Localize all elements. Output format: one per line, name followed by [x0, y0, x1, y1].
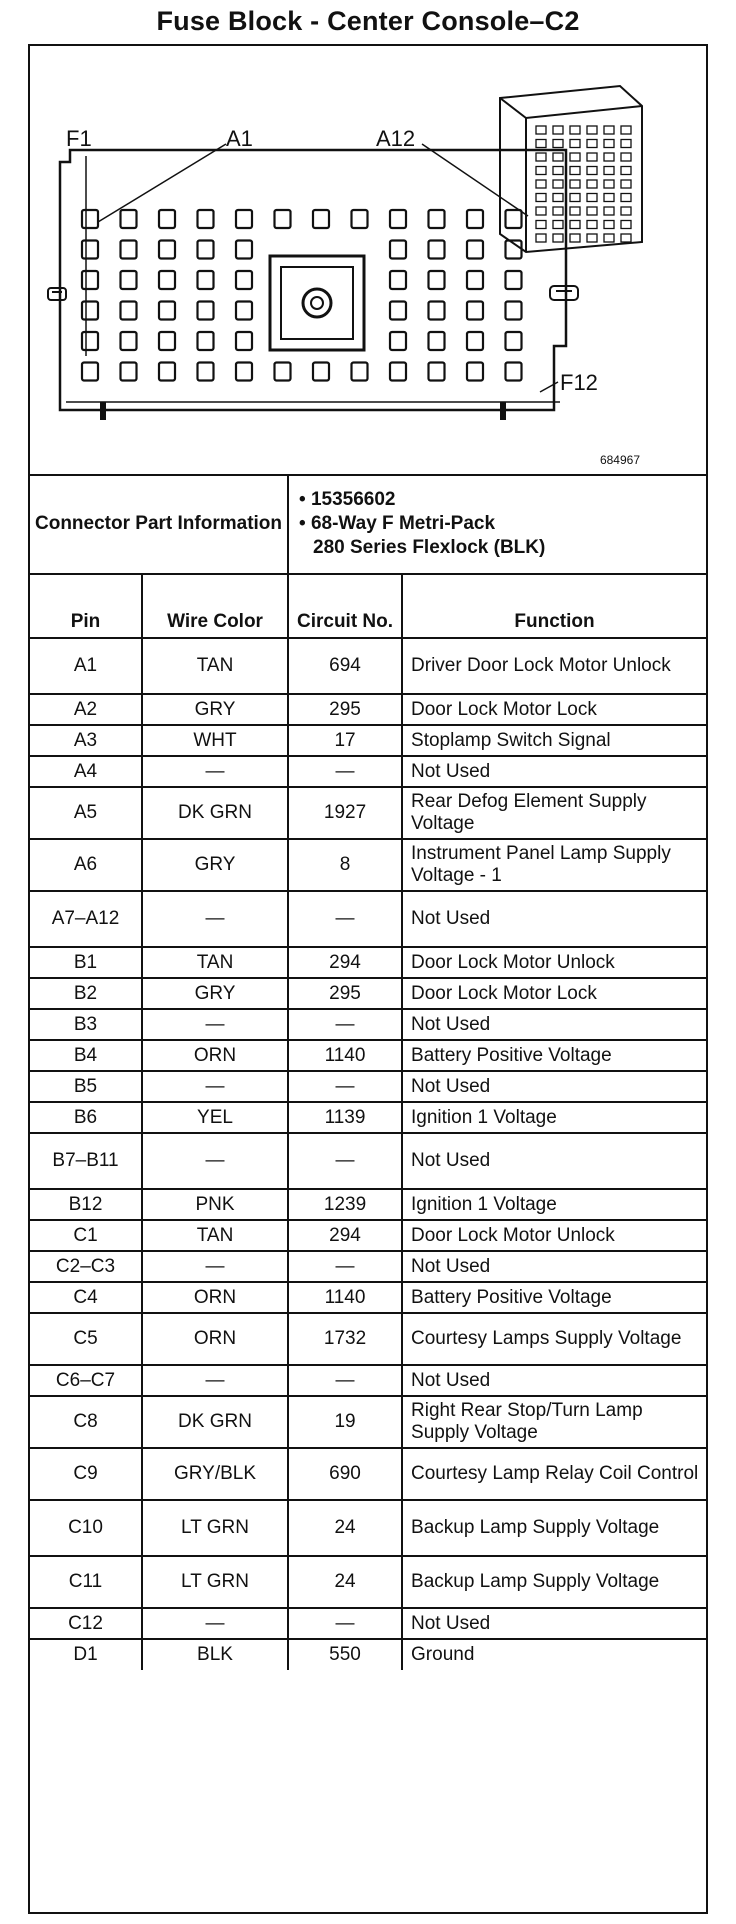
function-cell: Instrument Panel Lamp Supply Voltage - 1	[402, 839, 706, 891]
function-cell: Stoplamp Switch Signal	[402, 725, 706, 756]
pin-cell: B1	[30, 947, 142, 978]
pin-cell: B2	[30, 978, 142, 1009]
table-header-row	[30, 574, 706, 638]
perspective-cavity	[604, 167, 614, 175]
label-a1: A1	[226, 126, 253, 151]
perspective-cavity	[536, 207, 546, 215]
table-row	[30, 1071, 706, 1102]
pin-cavity	[159, 271, 175, 289]
connector-info-row	[30, 474, 706, 574]
circuit-no-cell: —	[288, 756, 402, 787]
wire-color-cell: ORN	[142, 1282, 288, 1313]
circuit-no-cell: 17	[288, 725, 402, 756]
circuit-no-cell: 295	[288, 978, 402, 1009]
pin-cavity	[467, 302, 483, 320]
circuit-no-cell: 294	[288, 947, 402, 978]
perspective-cavity	[587, 234, 597, 242]
perspective-cavity	[570, 221, 580, 229]
header-wire-color: Wire Color	[142, 574, 288, 638]
perspective-cavity	[587, 126, 597, 134]
perspective-cavity	[536, 140, 546, 148]
pin-cavity	[236, 332, 252, 350]
circuit-no-cell: —	[288, 891, 402, 947]
perspective-cavity	[604, 140, 614, 148]
left-latch	[48, 288, 66, 300]
pin-cavity	[198, 332, 214, 350]
pin-cavity	[121, 363, 137, 381]
pin-cavity	[236, 210, 252, 228]
header-pin: Pin	[30, 574, 142, 638]
pin-cavity	[390, 363, 406, 381]
function-cell: Ignition 1 Voltage	[402, 1189, 706, 1220]
circuit-no-cell: 550	[288, 1639, 402, 1670]
page-title: Fuse Block - Center Console–C2	[156, 6, 580, 36]
circuit-no-cell: 694	[288, 638, 402, 694]
pin-cavity	[506, 332, 522, 350]
perspective-cavity	[536, 180, 546, 188]
perspective-cavity	[621, 221, 631, 229]
pin-cavity	[159, 363, 175, 381]
pin-cavity	[275, 363, 291, 381]
wire-color-cell: BLK	[142, 1639, 288, 1670]
wire-color-cell: —	[142, 1071, 288, 1102]
perspective-cavity	[604, 221, 614, 229]
wire-color-cell: ORN	[142, 1313, 288, 1365]
function-cell: Door Lock Motor Lock	[402, 978, 706, 1009]
perspective-cavity	[587, 153, 597, 161]
pin-cell: B3	[30, 1009, 142, 1040]
wire-color-cell: TAN	[142, 638, 288, 694]
pin-cavity	[352, 210, 368, 228]
pin-cavity	[429, 210, 445, 228]
pin-cell: A7–A12	[30, 891, 142, 947]
wire-color-cell: —	[142, 1365, 288, 1396]
function-cell: Backup Lamp Supply Voltage	[402, 1500, 706, 1556]
function-cell: Backup Lamp Supply Voltage	[402, 1556, 706, 1608]
pin-cell: B6	[30, 1102, 142, 1133]
table-row	[30, 978, 706, 1009]
table-row	[30, 1639, 706, 1670]
perspective-cavity	[604, 194, 614, 202]
circuit-no-cell: 1139	[288, 1102, 402, 1133]
pin-cell: A2	[30, 694, 142, 725]
pin-cavity	[390, 271, 406, 289]
perspective-cavity	[536, 167, 546, 175]
pin-cavity	[82, 363, 98, 381]
circuit-no-cell: 690	[288, 1448, 402, 1500]
pin-cell: C9	[30, 1448, 142, 1500]
pin-cavity	[429, 363, 445, 381]
circuit-no-cell: 24	[288, 1556, 402, 1608]
table-row	[30, 1396, 706, 1448]
circuit-no-cell: 294	[288, 1220, 402, 1251]
pin-cell: B12	[30, 1189, 142, 1220]
function-cell: Not Used	[402, 891, 706, 947]
pin-cavity	[198, 302, 214, 320]
pin-cavity	[82, 302, 98, 320]
wire-color-cell: DK GRN	[142, 1396, 288, 1448]
table-row	[30, 947, 706, 978]
document-frame	[28, 44, 708, 1914]
table-row	[30, 694, 706, 725]
function-cell: Door Lock Motor Unlock	[402, 1220, 706, 1251]
perspective-cavity	[587, 194, 597, 202]
table-row	[30, 1365, 706, 1396]
pin-cavity	[506, 271, 522, 289]
perspective-cavity	[621, 126, 631, 134]
wire-color-cell: —	[142, 756, 288, 787]
perspective-cavity	[570, 140, 580, 148]
table-row	[30, 1608, 706, 1639]
function-cell: Not Used	[402, 1608, 706, 1639]
function-cell: Courtesy Lamp Relay Coil Control	[402, 1448, 706, 1500]
wire-color-cell: GRY/BLK	[142, 1448, 288, 1500]
perspective-cavity	[587, 207, 597, 215]
circuit-no-cell: 24	[288, 1500, 402, 1556]
perspective-cavity	[570, 194, 580, 202]
function-cell: Not Used	[402, 1009, 706, 1040]
pin-cell: B4	[30, 1040, 142, 1071]
pin-cavity	[429, 271, 445, 289]
function-cell: Not Used	[402, 1365, 706, 1396]
perspective-cavity	[604, 180, 614, 188]
wire-color-cell: TAN	[142, 1220, 288, 1251]
wire-color-cell: TAN	[142, 947, 288, 978]
pin-cavity	[121, 271, 137, 289]
table-row	[30, 1040, 706, 1071]
wire-color-cell: —	[142, 1133, 288, 1189]
table-row	[30, 1102, 706, 1133]
perspective-cavity	[553, 167, 563, 175]
pin-cavity	[159, 241, 175, 259]
perspective-cavity	[570, 153, 580, 161]
pin-cell: C8	[30, 1396, 142, 1448]
circuit-no-cell: 1140	[288, 1040, 402, 1071]
table-row	[30, 891, 706, 947]
perspective-cavity	[553, 140, 563, 148]
pin-cavity	[236, 241, 252, 259]
pin-cell: A1	[30, 638, 142, 694]
pin-cell: C10	[30, 1500, 142, 1556]
table-row	[30, 1448, 706, 1500]
pin-cavity	[82, 271, 98, 289]
connector-info-items	[288, 474, 706, 574]
pin-cell: C12	[30, 1608, 142, 1639]
table-row	[30, 756, 706, 787]
pin-cavity	[121, 302, 137, 320]
perspective-cavity	[553, 234, 563, 242]
function-cell: Not Used	[402, 756, 706, 787]
table-row	[30, 725, 706, 756]
perspective-cavity	[536, 221, 546, 229]
pin-cavity	[467, 210, 483, 228]
pin-cavity	[121, 332, 137, 350]
perspective-cavity	[604, 234, 614, 242]
pin-cavity	[82, 241, 98, 259]
perspective-cavity	[621, 234, 631, 242]
connector-face-drawing	[30, 46, 706, 474]
wire-color-cell: —	[142, 1608, 288, 1639]
pin-cavity	[390, 210, 406, 228]
pin-cavity	[352, 363, 368, 381]
header-circuit-no: Circuit No.	[288, 574, 402, 638]
wire-color-cell: WHT	[142, 725, 288, 756]
pin-cell: C2–C3	[30, 1251, 142, 1282]
pin-cavity	[506, 302, 522, 320]
perspective-cavity	[536, 153, 546, 161]
pin-cavity	[467, 332, 483, 350]
perspective-cavity	[553, 207, 563, 215]
figure-id: 684967	[599, 453, 640, 467]
pin-cavity	[236, 363, 252, 381]
perspective-cavity	[553, 153, 563, 161]
pin-cavity	[236, 302, 252, 320]
perspective-cavity	[621, 180, 631, 188]
wire-color-cell: —	[142, 891, 288, 947]
perspective-cavity	[553, 194, 563, 202]
table-row	[30, 638, 706, 694]
table-row	[30, 787, 706, 839]
connector-type: • 68-Way F Metri-Pack	[299, 512, 496, 534]
pin-cell: A5	[30, 787, 142, 839]
pin-cavity	[390, 332, 406, 350]
perspective-cavity	[570, 126, 580, 134]
pin-cavity	[429, 332, 445, 350]
table-row	[30, 1189, 706, 1220]
wire-color-cell: DK GRN	[142, 787, 288, 839]
function-cell: Not Used	[402, 1133, 706, 1189]
header-function: Function	[402, 574, 706, 638]
perspective-cavity	[621, 153, 631, 161]
pin-cavity	[390, 241, 406, 259]
pin-cavity	[429, 241, 445, 259]
pin-cell: C6–C7	[30, 1365, 142, 1396]
circuit-no-cell: —	[288, 1365, 402, 1396]
perspective-cavity	[570, 234, 580, 242]
table-row	[30, 1282, 706, 1313]
perspective-cavity	[553, 126, 563, 134]
leader-a12	[422, 144, 528, 216]
pin-cavity	[236, 271, 252, 289]
wire-color-cell: LT GRN	[142, 1556, 288, 1608]
circuit-no-cell: —	[288, 1608, 402, 1639]
circuit-no-cell: —	[288, 1009, 402, 1040]
circuit-no-cell: 1927	[288, 787, 402, 839]
circuit-no-cell: —	[288, 1133, 402, 1189]
connector-foot-left	[100, 402, 106, 420]
table-row	[30, 1220, 706, 1251]
perspective-cavity	[570, 207, 580, 215]
perspective-cavity	[536, 126, 546, 134]
pin-cell: C4	[30, 1282, 142, 1313]
perspective-cavity	[553, 180, 563, 188]
perspective-cavity	[604, 153, 614, 161]
perspective-cavity	[536, 234, 546, 242]
pin-cavity	[313, 210, 329, 228]
pin-cavity	[390, 302, 406, 320]
label-f12: F12	[560, 370, 598, 395]
label-a12: A12	[376, 126, 416, 151]
label-f1: F1	[66, 126, 92, 151]
function-cell: Rear Defog Element Supply Voltage	[402, 787, 706, 839]
pin-cavity	[121, 241, 137, 259]
pin-cavity	[506, 363, 522, 381]
function-cell: Battery Positive Voltage	[402, 1282, 706, 1313]
circuit-no-cell: 1732	[288, 1313, 402, 1365]
pin-cell: A3	[30, 725, 142, 756]
function-cell: Door Lock Motor Lock	[402, 694, 706, 725]
pin-cavity	[313, 363, 329, 381]
center-mounting-boss	[270, 256, 364, 350]
table-row	[30, 1556, 706, 1608]
pin-cavity	[467, 241, 483, 259]
table-row	[30, 839, 706, 891]
connector-part-number: • 15356602	[299, 488, 396, 510]
circuit-no-cell: 1239	[288, 1189, 402, 1220]
pin-cell: B7–B11	[30, 1133, 142, 1189]
pin-cell: D1	[30, 1639, 142, 1670]
pin-cavity	[429, 302, 445, 320]
pin-cavity	[82, 332, 98, 350]
pin-cavity	[506, 210, 522, 228]
perspective-cavity	[621, 167, 631, 175]
table-row	[30, 1251, 706, 1282]
function-cell: Battery Positive Voltage	[402, 1040, 706, 1071]
perspective-cavity	[536, 194, 546, 202]
function-cell: Not Used	[402, 1071, 706, 1102]
pinout-table	[30, 474, 706, 1670]
connector-diagram	[30, 46, 706, 476]
circuit-no-cell: 8	[288, 839, 402, 891]
perspective-cavity	[604, 207, 614, 215]
leader-f12	[540, 382, 558, 392]
wire-color-cell: LT GRN	[142, 1500, 288, 1556]
pin-cell: A6	[30, 839, 142, 891]
function-cell: Not Used	[402, 1251, 706, 1282]
table-row	[30, 1009, 706, 1040]
circuit-no-cell: 19	[288, 1396, 402, 1448]
function-cell: Door Lock Motor Unlock	[402, 947, 706, 978]
pin-cavity	[159, 210, 175, 228]
perspective-cavity	[570, 180, 580, 188]
perspective-cavity	[621, 194, 631, 202]
pin-cavity	[198, 363, 214, 381]
pin-cell: C1	[30, 1220, 142, 1251]
circuit-no-cell: —	[288, 1071, 402, 1102]
pin-cell: C11	[30, 1556, 142, 1608]
pin-cavity	[198, 241, 214, 259]
pin-cell: A4	[30, 756, 142, 787]
circuit-no-cell: —	[288, 1251, 402, 1282]
function-cell: Courtesy Lamps Supply Voltage	[402, 1313, 706, 1365]
perspective-cavity	[587, 167, 597, 175]
perspective-cavity	[553, 221, 563, 229]
connector-foot-right	[500, 402, 506, 420]
pin-cavity	[159, 332, 175, 350]
perspective-cavity	[587, 140, 597, 148]
perspective-cavity	[621, 207, 631, 215]
pin-cavity	[467, 271, 483, 289]
function-cell: Driver Door Lock Motor Unlock	[402, 638, 706, 694]
perspective-cavity	[587, 221, 597, 229]
pin-cavity	[198, 271, 214, 289]
connector-series: 280 Series Flexlock (BLK)	[313, 536, 546, 558]
table-row	[30, 1313, 706, 1365]
circuit-no-cell: 295	[288, 694, 402, 725]
pin-cavity	[275, 210, 291, 228]
pin-cavity	[467, 363, 483, 381]
perspective-cavity	[570, 167, 580, 175]
pin-cavity	[82, 210, 98, 228]
pin-cavity	[198, 210, 214, 228]
pin-cell: B5	[30, 1071, 142, 1102]
pin-cell: C5	[30, 1313, 142, 1365]
function-cell: Right Rear Stop/Turn Lamp Supply Voltage	[402, 1396, 706, 1448]
table-row	[30, 1133, 706, 1189]
wire-color-cell: PNK	[142, 1189, 288, 1220]
perspective-cavity	[604, 126, 614, 134]
perspective-cavity	[587, 180, 597, 188]
wire-color-cell: GRY	[142, 978, 288, 1009]
function-cell: Ground	[402, 1639, 706, 1670]
wire-color-cell: —	[142, 1009, 288, 1040]
wire-color-cell: GRY	[142, 694, 288, 725]
pin-cavity	[159, 302, 175, 320]
right-latch	[550, 286, 578, 300]
function-cell: Ignition 1 Voltage	[402, 1102, 706, 1133]
wire-color-cell: GRY	[142, 839, 288, 891]
pin-cavity	[121, 210, 137, 228]
connector-info-label: Connector Part Information	[30, 474, 288, 574]
circuit-no-cell: 1140	[288, 1282, 402, 1313]
wire-color-cell: —	[142, 1251, 288, 1282]
perspective-cavity	[621, 140, 631, 148]
wire-color-cell: ORN	[142, 1040, 288, 1071]
wire-color-cell: YEL	[142, 1102, 288, 1133]
table-row	[30, 1500, 706, 1556]
